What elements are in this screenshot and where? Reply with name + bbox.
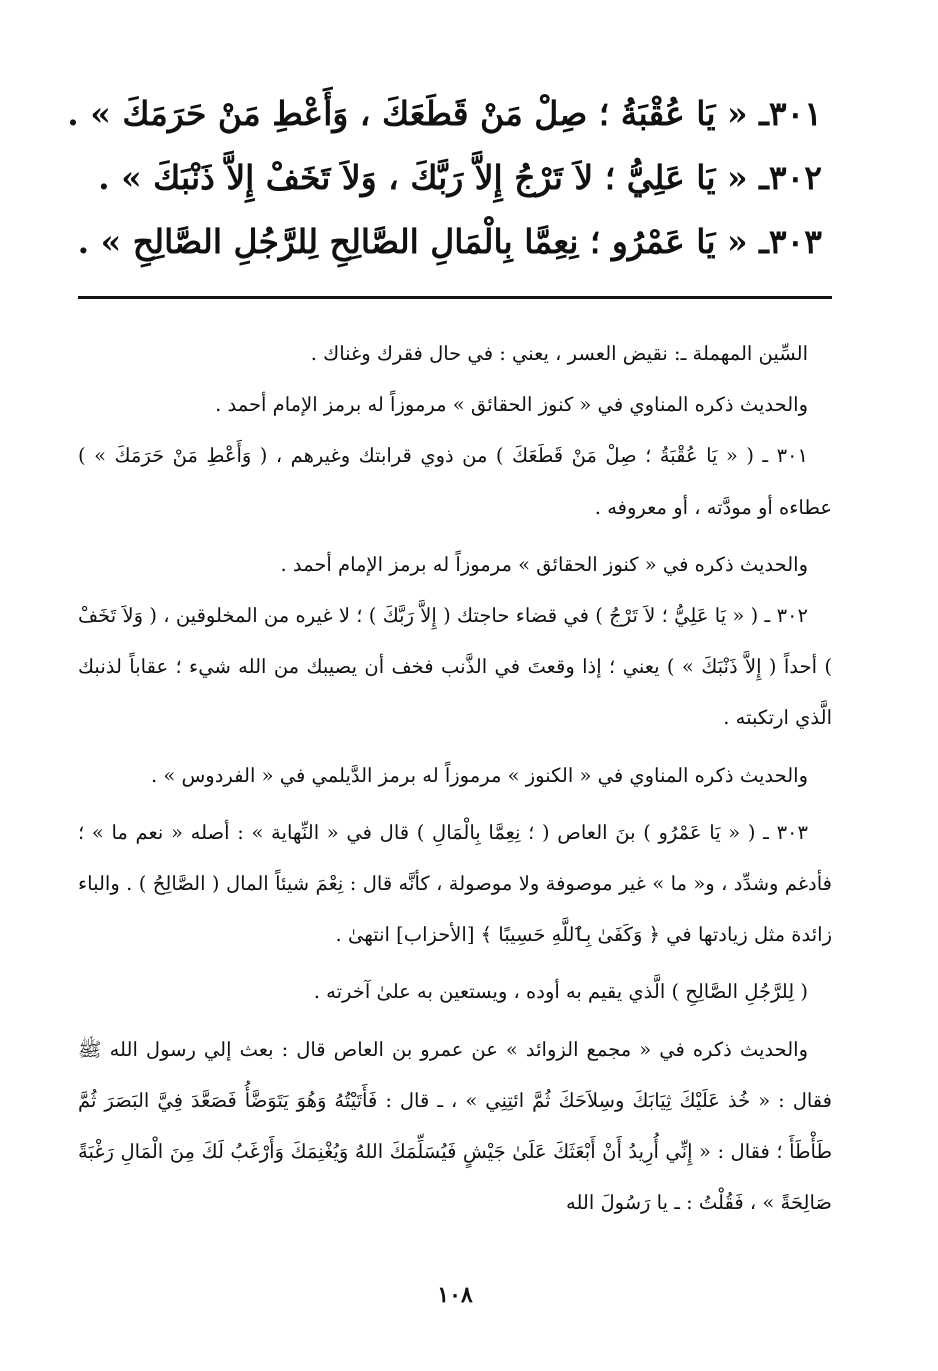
- commentary-section: [78, 328, 832, 1228]
- commentary-paragraph: السِّين المهملة ـ: نقيض العسر ، يعني : في حال فقرك وغناك .: [310, 342, 808, 365]
- commentary-paragraph: ٣٠٣ ـ ( « يَا عَمْرُو ) بنَ العاص ( ؛ نِعِمَّا بِالْمَالِ ) قال في « النِّهاية » : أصله « نعم ما » ؛ فأدغم وشدِّد ، و« ما » غير موصوفة ولا موصولة ، كأنَّه قال : نِعْمَ شيئاً المال ( الصَّالِحُ ) . والباء زائدة مثل زيادتها في ﴿ وَكَفَىٰ بِٱللَّهِ حَسِيبًا ﴾ [الأحزاب] انتهىٰ .: [78, 820, 832, 947]
- hadith-list: [67, 82, 832, 274]
- separator-rule: [78, 296, 832, 299]
- commentary-paragraph: ٣٠١ ـ ( « يَا عُقْبَةُ ؛ صِلْ مَنْ قَطَعَكَ ) من ذوي قرابتك وغيرهم ، ( وَأَعْطِ مَنْ حَرَمَكَ » ) عطاءه أو مودَّته ، أو معروفه .: [78, 444, 832, 519]
- page-number: ١٠٨: [437, 1282, 473, 1308]
- commentary-paragraph: والحديث ذكره في « مجمع الزوائد » عن عمرو بن العاص قال : بعث إلي رسول الله ﷺ فقال : « خُذ عَلَيْكَ ثِيَابَكَ وسِلاَحَكَ ثُمَّ ائتِنِي » ، ـ قال : فَأَتَيْتُهُ وَهُوَ يَتَوَضَّأُ فَصَعَّدَ فِيَّ البَصَرَ ثُمَّ طَأْطَأَ ؛ فقال : « إِنِّي أُرِيدُ أَنْ أَبْعَثَكَ عَلَىٰ جَيْشٍ فَيُسَلِّمَكَ اللهُ وَيُغْنِمَكَ وَأَرْغَبُ لَكَ مِنَ الْمَالِ رَغْبَةً صَالِحَةً » ، فَقُلْتُ : ـ يا رَسُولَ الله: [78, 1037, 832, 1215]
- commentary-paragraph: ( لِلرَّجُلِ الصَّالِحِ ) الَّذي يقيم به أوده ، ويستعين به علىٰ آخرته .: [313, 980, 808, 1004]
- commentary-paragraph: والحديث ذكره المناوي في « كنوز الحقائق » مرموزاً له برمز الإمام أحمد .: [215, 393, 808, 417]
- commentary-paragraph: والحديث ذكره في « كنوز الحقائق » مرموزاً له برمز الإمام أحمد .: [280, 552, 808, 576]
- book-page: [67, 0, 832, 1371]
- hadith-302: ٣٠٢ـ « يَا عَلِيُّ ؛ لاَ تَرْجُ إِلاَّ رَبَّكَ ، وَلاَ تَخَفْ إِلاَّ ذَنْبَكَ » .: [98, 158, 822, 197]
- hadith-301: ٣٠١ـ « يَا عُقْبَةُ ؛ صِلْ مَنْ قَطَعَكَ ، وَأَعْطِ مَنْ حَرَمَكَ » .: [67, 94, 822, 133]
- commentary-paragraph: والحديث ذكره المناوي في « الكنوز » مرموزاً له برمز الدَّيلمي في « الفردوس » .: [150, 763, 808, 787]
- commentary-paragraph: ٣٠٢ ـ ( « يَا عَلِيُّ ؛ لاَ تَرْجُ ) في قضاء حاجتك ( إِلاَّ رَبَّكَ ) ؛ لا غيره من المخلوقين ، ( وَلاَ تَخَفْ ) أحداً ( إِلاَّ ذَنْبَكَ » ) يعني ؛ إذا وقعتَ في الذَّنب فخف أن يصيبك من الله شيء ؛ عقاباً لذنبك الَّذي ارتكبته .: [78, 604, 832, 730]
- hadith-303: ٣٠٣ـ « يَا عَمْرُو ؛ نِعِمَّا بِالْمَالِ الصَّالِحِ لِلرَّجُلِ الصَّالِحِ » .: [77, 222, 822, 261]
